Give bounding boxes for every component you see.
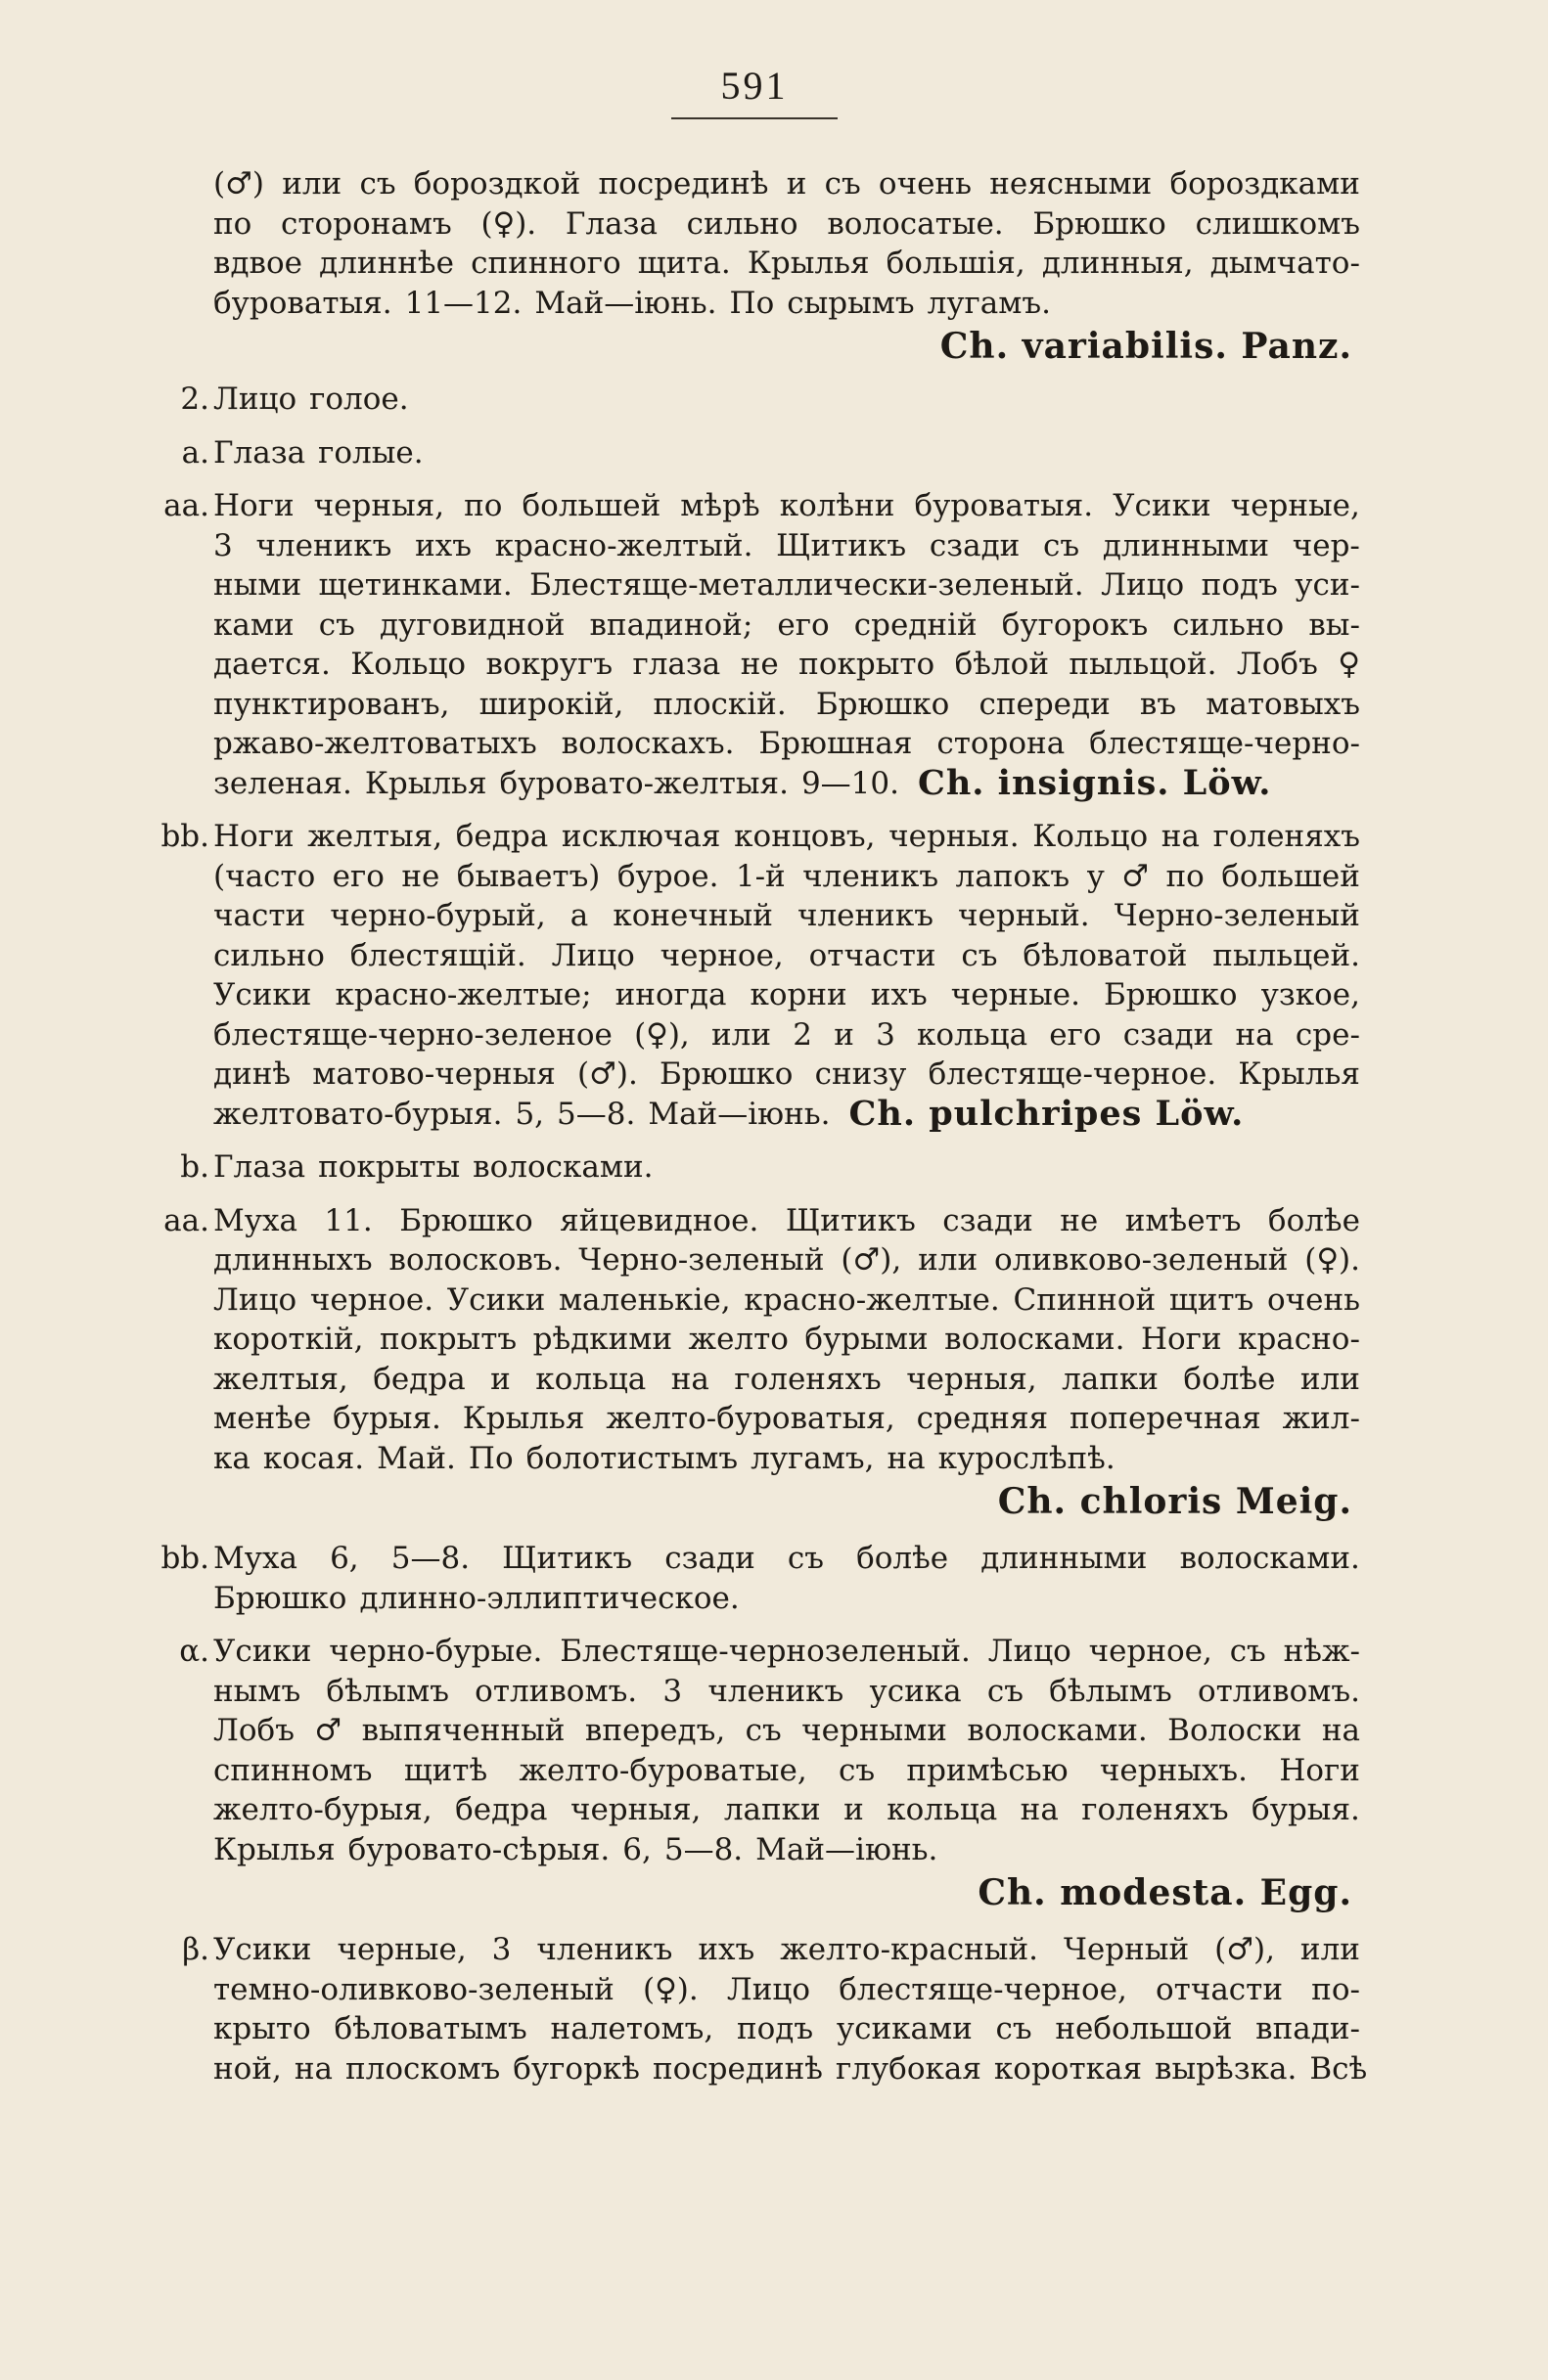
- text-line: Глаза покрыты волосками.: [213, 1149, 654, 1185]
- text-line: Глаза голые.: [213, 434, 424, 471]
- key-entry: [147, 1201, 1360, 1526]
- text-line: Муха 6, 5—8. Щитикъ сзади съ болѣе длинными волосками.: [213, 1541, 1360, 1576]
- text-line: части черно-бурый, а конечный членикъ черный. Черно-зеленый: [213, 898, 1360, 933]
- text-line: Ноги желтыя, бедра исключая концовъ, черныя. Кольцо на голеняхъ: [213, 819, 1360, 854]
- text-line: зеленая. Крылья буровато-желтыя. 9—10. Ch. insignis. Löw.: [213, 762, 1272, 803]
- species-name: Ch. insignis. Löw.: [917, 762, 1272, 803]
- key-entry: [147, 817, 1360, 1134]
- key-marker: b.: [180, 1149, 209, 1185]
- text-line: Усики черно-бурые. Блестяще-чернозеленый. Лицо черное, съ нѣж-: [213, 1634, 1360, 1669]
- page-number-rule: [671, 117, 838, 119]
- text-line: пунктированъ, широкій, плоскій. Брюшко спереди въ матовыхъ: [213, 686, 1360, 722]
- text-line: Лобъ ♂ выпяченный впередъ, съ черными волосками. Волоски на: [213, 1713, 1360, 1748]
- text-line: блестяще-черно-зеленое (♀), или 2 и 3 кольца его сзади на сре-: [213, 1016, 1360, 1053]
- key-entry: [147, 1930, 1368, 2088]
- text-line: крыто бѣловатымъ налетомъ, подъ усиками съ небольшой впади-: [213, 2011, 1360, 2046]
- text-line: (♂) или съ бороздкой посрединѣ и съ очень неясными бороздками: [213, 166, 1360, 202]
- text-line: Усики красно-желтые; иногда корни ихъ черные. Брюшко узкое,: [213, 977, 1360, 1012]
- key-marker: aa.: [163, 1202, 209, 1238]
- text-line: ной, на плоскомъ бугоркѣ посрединѣ глубокая короткая вырѣзка. Всѣ: [213, 2050, 1368, 2087]
- text-line: спинномъ щитѣ желто-буроватые, съ примѣсью черныхъ. Ноги: [213, 1752, 1360, 1788]
- text-line: Ноги черныя, по большей мѣрѣ колѣни буроватыя. Усики черные,: [213, 488, 1360, 523]
- text-line: Брюшко длинно-эллиптическое.: [213, 1580, 740, 1616]
- key-entry: [147, 486, 1360, 803]
- text-line: короткій, покрытъ рѣдкими желто бурыми волосками. Ноги красно-: [213, 1322, 1360, 1357]
- text-line: дается. Кольцо вокругъ глаза не покрыто бѣлой пыльцой. Лобъ ♀: [213, 647, 1360, 682]
- species-name: Ch. chloris Meig.: [997, 1481, 1352, 1522]
- key-marker: bb.: [160, 819, 209, 854]
- key-entry: [147, 380, 1360, 420]
- text-line: ками съ дуговидной впадиной; его средній бугорокъ сильно вы-: [213, 606, 1360, 643]
- text-line: 3 членикъ ихъ красно-желтый. Щитикъ сзади съ длинными чер-: [213, 527, 1360, 563]
- text-line: вдвое длиннѣе спинного щита. Крылья большія, длинныя, дымчато-: [213, 246, 1360, 281]
- text-line: ными щетинками. Блестяще-металлически-зеленый. Лицо подъ уси-: [213, 567, 1360, 603]
- text-line: Усики черные, 3 членикъ ихъ желто-красный. Черный (♂), или: [213, 1932, 1360, 1967]
- key-marker: β.: [182, 1932, 209, 1967]
- key-entry: [147, 433, 1360, 473]
- text-line: Муха 11. Брюшко яйцевидное. Щитикъ сзади не имѣетъ болѣе: [213, 1202, 1360, 1238]
- page-number: 591: [720, 64, 789, 108]
- key-entry: [147, 1147, 1360, 1188]
- text-line: по сторонамъ (♀). Глаза сильно волосатые. Брюшко слишкомъ: [213, 205, 1360, 242]
- text-line: Крылья буровато-сѣрыя. 6, 5—8. Май—іюнь.: [213, 1831, 938, 1867]
- text-line: буроватыя. 11—12. Май—іюнь. По сырымъ лугамъ.: [213, 285, 1051, 321]
- species-name: Ch. pulchripes Löw.: [848, 1093, 1245, 1134]
- key-marker: a.: [181, 434, 209, 471]
- key-marker: α.: [179, 1634, 209, 1669]
- key-marker: aa.: [163, 488, 209, 523]
- text-line: Лицо черное. Усики маленькіе, красно-желтые. Спинной щитъ очень: [213, 1281, 1360, 1318]
- key-entry: [147, 1539, 1360, 1618]
- key-marker: 2.: [180, 382, 209, 417]
- key-entry: [147, 164, 1360, 370]
- text-line: менѣе бурыя. Крылья желто-буроватыя, средняя поперечная жил-: [213, 1401, 1360, 1436]
- text-line: ка косая. Май. По болотистымъ лугамъ, на курослѣпѣ.: [213, 1440, 1115, 1476]
- text-line: длинныхъ волосковъ. Черно-зеленый (♂), или оливково-зеленый (♀).: [213, 1242, 1360, 1278]
- text-line: темно-оливково-зеленый (♀). Лицо блестяще-черное, отчасти по-: [213, 1971, 1360, 2007]
- text-line: (часто его не бываетъ) бурое. 1-й членикъ лапокъ у ♂ по большей: [213, 858, 1360, 894]
- key-marker: bb.: [160, 1541, 209, 1576]
- text-line: ржаво-желтоватыхъ волоскахъ. Брюшная сторона блестяще-черно-: [213, 726, 1360, 761]
- text-line: желто-бурыя, бедра черныя, лапки и кольца на голеняхъ бурыя.: [213, 1792, 1360, 1827]
- key-entry: [147, 1632, 1360, 1916]
- text-line: желтовато-бурыя. 5, 5—8. Май—іюнь. Ch. pulchripes Löw.: [213, 1093, 1245, 1134]
- text-line: Лицо голое.: [213, 382, 409, 417]
- text-line: нымъ бѣлымъ отливомъ. 3 членикъ усика съ бѣлымъ отливомъ.: [213, 1673, 1360, 1709]
- species-name: Ch. modesta. Egg.: [978, 1872, 1352, 1913]
- text-line: желтыя, бедра и кольца на голеняхъ черныя, лапки болѣе или: [213, 1361, 1360, 1397]
- species-name: Ch. variabilis. Panz.: [939, 326, 1352, 367]
- text-line: сильно блестящій. Лицо черное, отчасти съ бѣловатой пыльцей.: [213, 937, 1360, 973]
- page-text: [147, 164, 1368, 2102]
- text-line: динѣ матово-черныя (♂). Брюшко снизу блестяще-черное. Крылья: [213, 1056, 1360, 1092]
